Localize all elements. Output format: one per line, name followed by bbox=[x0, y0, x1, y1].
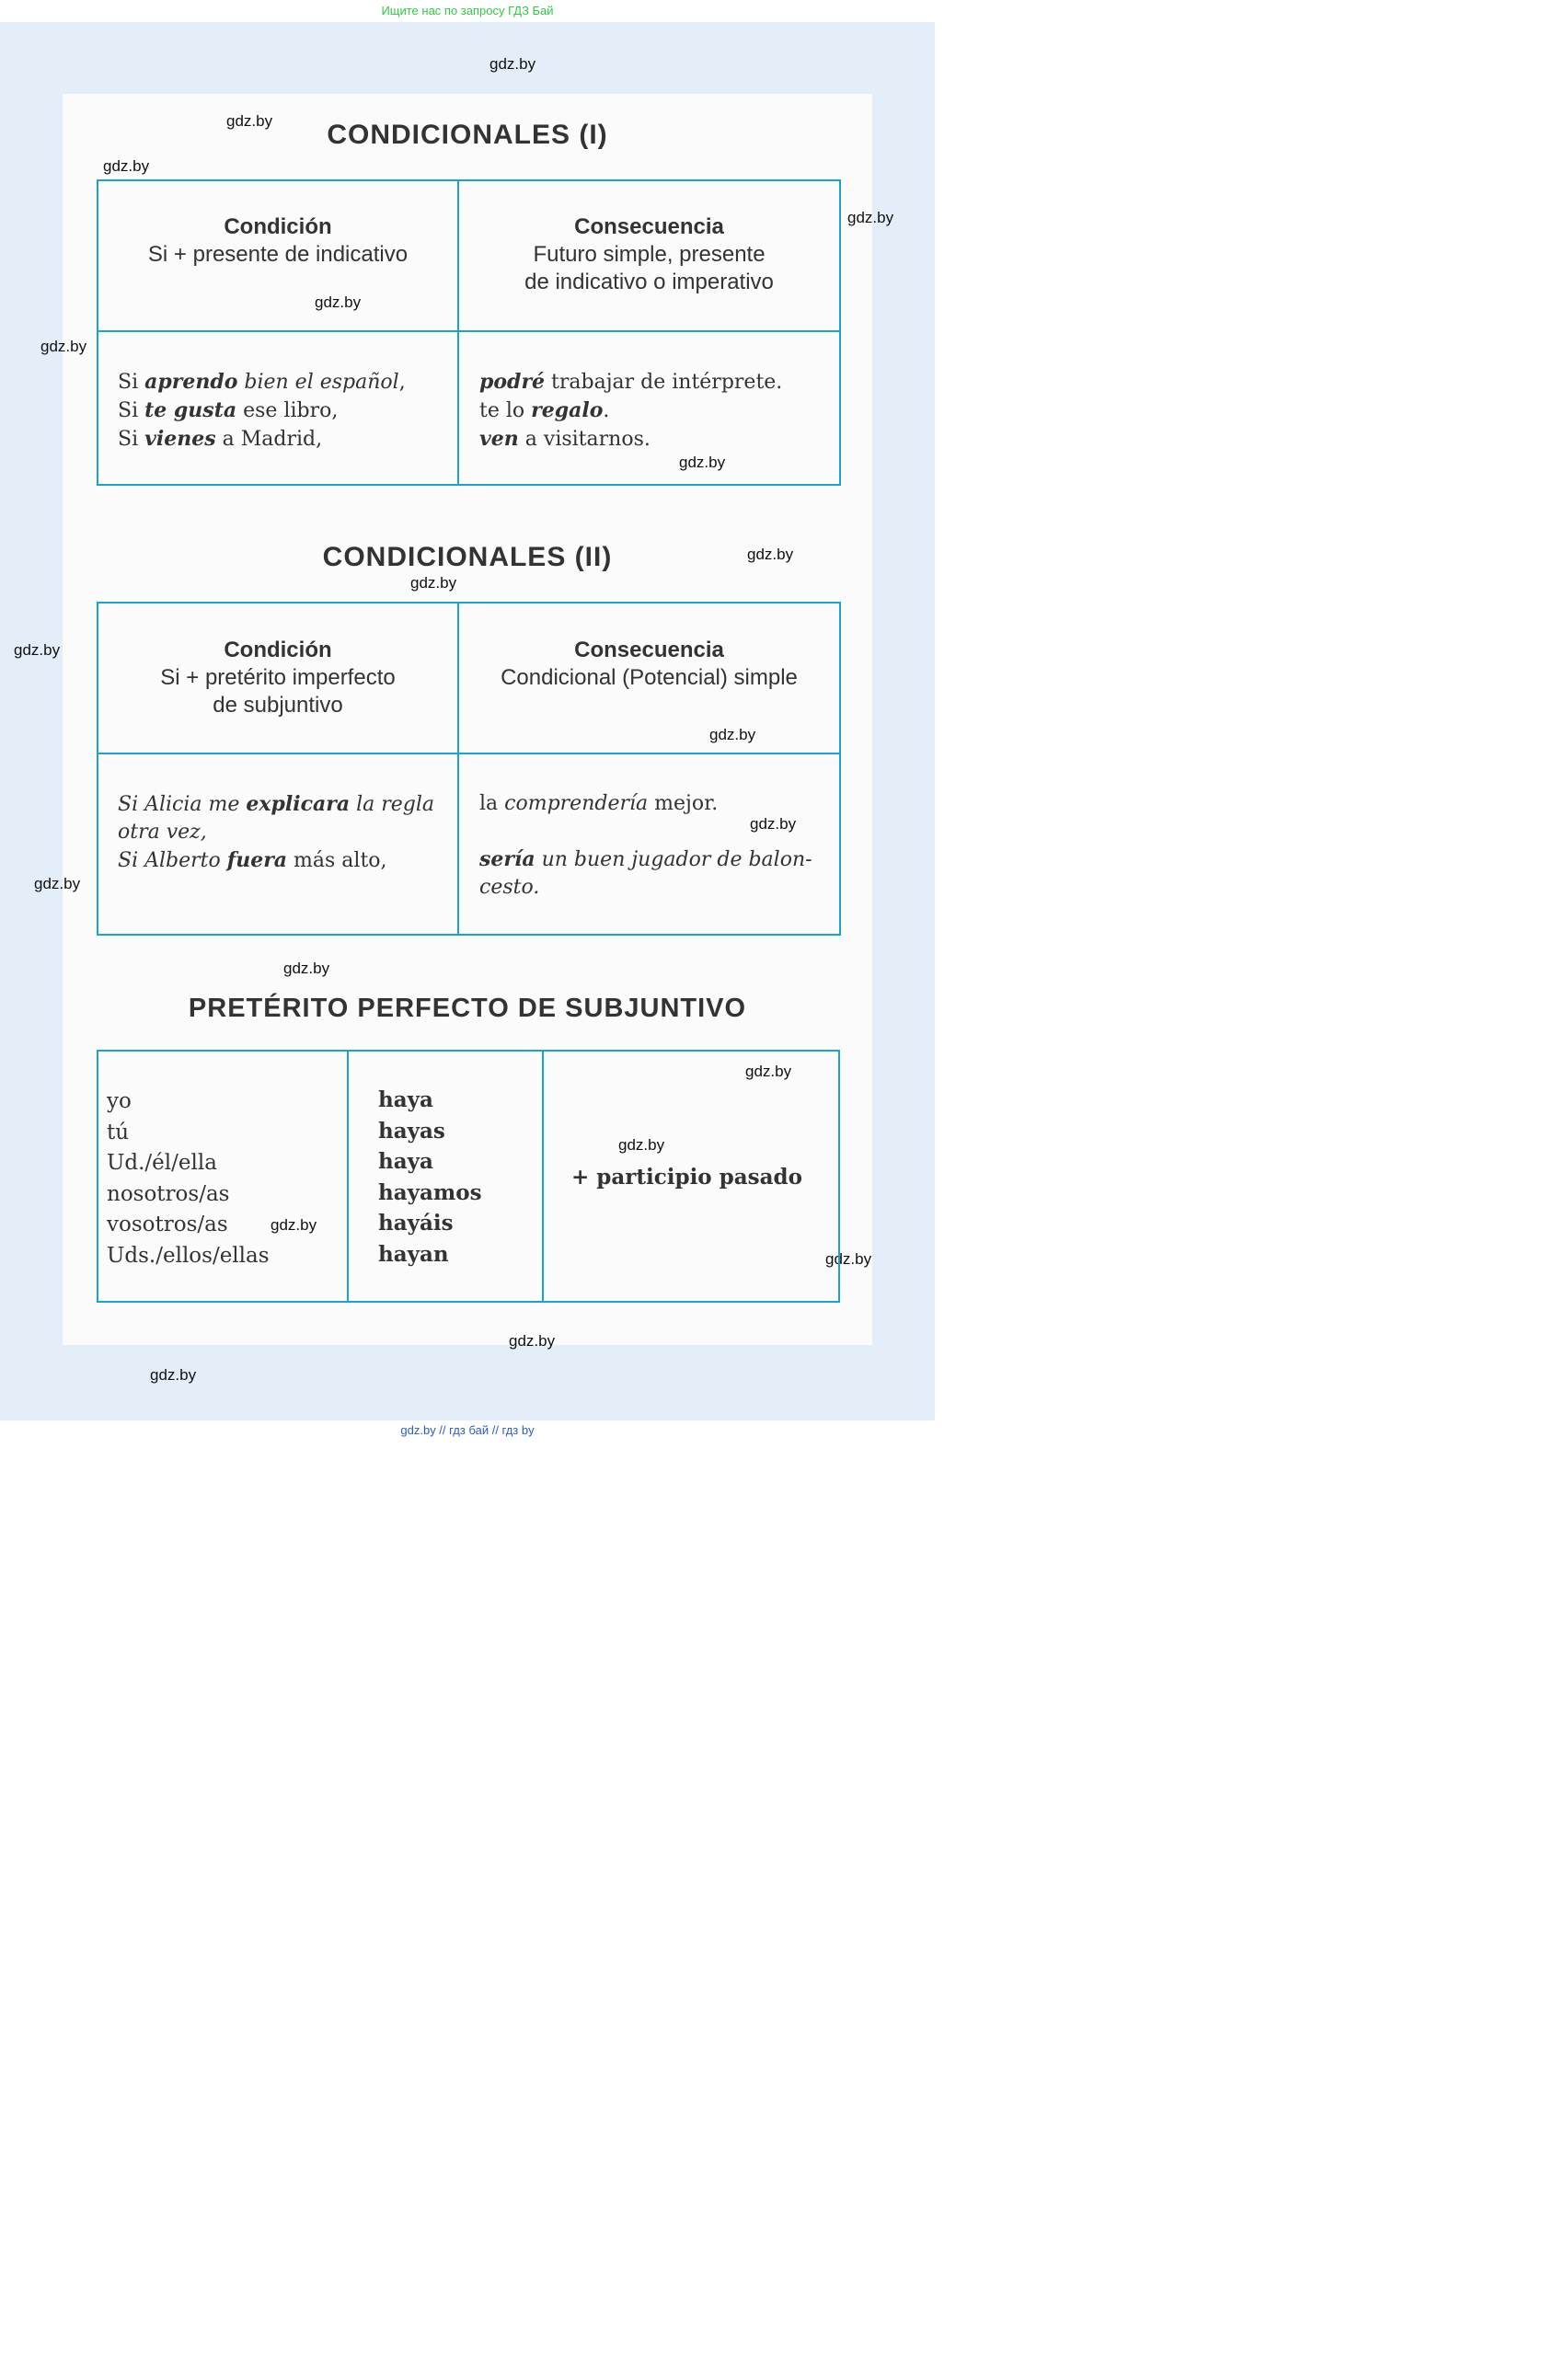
watermark: gdz.by bbox=[618, 1136, 665, 1154]
example-line: Si te gusta ese libro, bbox=[118, 398, 339, 422]
pronoun: yo bbox=[107, 1089, 132, 1113]
watermark: gdz.by bbox=[509, 1332, 556, 1350]
pronoun-list bbox=[107, 1087, 270, 1272]
top-banner: Ищите нас по запросу ГДЗ Бай bbox=[0, 0, 935, 22]
condicion-desc: Si + presente de indicativo bbox=[147, 242, 409, 267]
section2-title: CONDICIONALES (II) bbox=[322, 542, 613, 572]
haber-forms-list bbox=[378, 1085, 482, 1270]
example-line: te lo regalo. bbox=[479, 398, 610, 422]
watermark: gdz.by bbox=[150, 1366, 197, 1384]
section1-examples-left bbox=[118, 368, 406, 454]
watermark: gdz.by bbox=[14, 641, 61, 659]
section3-divider-2 bbox=[542, 1050, 544, 1303]
section1-consecuencia-head bbox=[459, 213, 839, 296]
watermark: gdz.by bbox=[747, 546, 794, 563]
footer-links[interactable]: gdz.by // гдз бай // гдз by bbox=[0, 1420, 935, 1442]
example-line: Si aprendo bien el español, bbox=[118, 370, 406, 394]
watermark: gdz.by bbox=[103, 157, 150, 175]
condicion-title: Condición bbox=[224, 214, 332, 239]
example-line: ven a visitarnos. bbox=[479, 427, 651, 451]
watermark: gdz.by bbox=[315, 293, 362, 311]
watermark: gdz.by bbox=[679, 454, 726, 471]
consecuencia-desc: Condicional (Potencial) simple bbox=[501, 665, 798, 690]
example-line: cesto. bbox=[479, 876, 540, 899]
example-line: Si Alicia me explicara la regla bbox=[118, 792, 435, 816]
section1-divider-h bbox=[97, 330, 841, 332]
example-line: Si vienes a Madrid, bbox=[118, 427, 323, 451]
watermark: gdz.by bbox=[410, 574, 457, 592]
example-line: Si Alberto fuera más alto, bbox=[118, 848, 387, 872]
pronoun: Ud./él/ella bbox=[107, 1151, 217, 1176]
haber-form: haya bbox=[378, 1087, 433, 1112]
watermark: gdz.by bbox=[847, 209, 894, 226]
watermark: gdz.by bbox=[825, 1250, 872, 1268]
section1-examples-right bbox=[479, 368, 782, 454]
section2-examples-left bbox=[118, 790, 434, 875]
section2-divider-h bbox=[97, 753, 841, 754]
pronoun: nosotros/as bbox=[107, 1181, 230, 1206]
pronoun: Uds./ellos/ellas bbox=[107, 1243, 270, 1268]
pronoun: vosotros/as bbox=[107, 1213, 228, 1237]
haber-form: hayan bbox=[378, 1241, 449, 1267]
example-line: podré trabajar de intérprete. bbox=[479, 370, 783, 394]
section2-condicion-head bbox=[98, 637, 457, 719]
condicion-title: Condición bbox=[224, 638, 332, 662]
haber-form: hayáis bbox=[378, 1211, 454, 1236]
haber-form: hayamos bbox=[378, 1179, 482, 1205]
condicion-desc-1: Si + pretérito imperfecto bbox=[160, 665, 396, 690]
consecuencia-title: Consecuencia bbox=[574, 638, 724, 662]
watermark: gdz.by bbox=[489, 55, 536, 73]
section3-title: PRETÉRITO PERFECTO DE SUBJUNTIVO bbox=[188, 994, 747, 1023]
watermark: gdz.by bbox=[745, 1063, 792, 1080]
consecuencia-desc-1: Futuro simple, presente bbox=[533, 242, 766, 267]
watermark: gdz.by bbox=[750, 815, 797, 833]
watermark: gdz.by bbox=[34, 875, 81, 892]
watermark: gdz.by bbox=[40, 338, 87, 355]
haber-form: haya bbox=[378, 1149, 433, 1175]
watermark: gdz.by bbox=[226, 112, 273, 130]
watermark: gdz.by bbox=[271, 1216, 317, 1234]
section2-examples-right bbox=[479, 790, 812, 902]
watermark: gdz.by bbox=[283, 960, 330, 977]
watermark: gdz.by bbox=[709, 726, 756, 743]
consecuencia-title: Consecuencia bbox=[574, 214, 724, 239]
example-line: otra vez, bbox=[118, 821, 207, 844]
section2-consecuencia-head bbox=[459, 637, 839, 692]
haber-form: hayas bbox=[378, 1118, 445, 1144]
example-line: la comprendería mejor. bbox=[479, 792, 719, 815]
consecuencia-desc-2: de indicativo o imperativo bbox=[524, 270, 774, 294]
pronoun: tú bbox=[107, 1120, 130, 1144]
example-line: sería un buen jugador de balon- bbox=[479, 847, 812, 871]
section1-condicion-head bbox=[98, 213, 457, 269]
section3-divider-1 bbox=[347, 1050, 349, 1303]
section1-title: CONDICIONALES (I) bbox=[327, 120, 608, 150]
participle-note: + participio pasado bbox=[571, 1165, 802, 1190]
condicion-desc-2: de subjuntivo bbox=[213, 693, 343, 718]
